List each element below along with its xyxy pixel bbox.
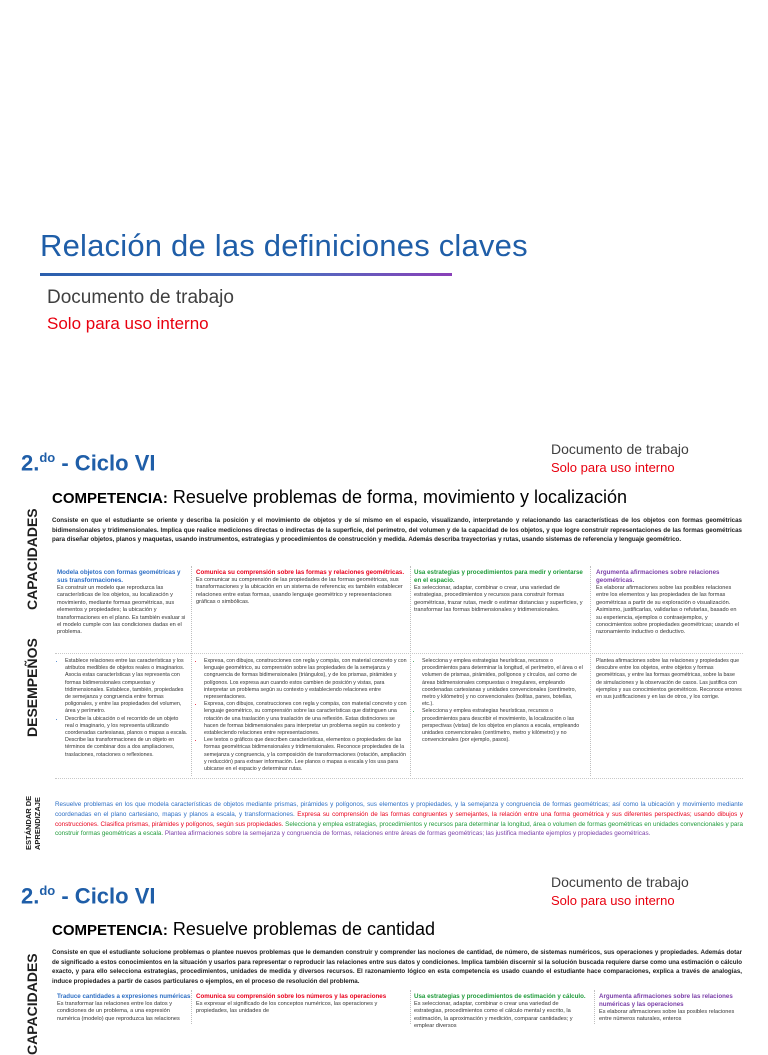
competencia-label: COMPETENCIA:	[52, 490, 168, 507]
title-underline	[40, 273, 452, 276]
cycle-heading-2	[21, 883, 156, 909]
capacidad-title: Modela objetos con formas geométricas y sus transformaciones.	[57, 569, 181, 584]
column-divider	[410, 990, 411, 1024]
desempeno-item	[65, 658, 188, 716]
desempeno-text: Selecciona y emplea estrategias heurísticas, recursos o procedimientos para determinar la longitud, el perímetro, el área o el volumen de prismas, pirámides, polígonos y círculos, así como de áreas bidimensionales compuestas o irregulares, empleando coordenadas cartesianas y unidades convencionales (centímetro, metro y kilómetro) y no convencionales (bolitas, panes, botellas, etc.).	[422, 658, 583, 708]
capacidad-usa-estrategias-2	[414, 993, 589, 1031]
estandar-part-usa: Selecciona y emplea estrategias, procedimientos y recursos para determinar la longitud, área o volumen de formas geométricas en unidades convencionales y para construir formas geométricas a escala.	[55, 820, 743, 838]
capacidad-text: Es expresar el significado de los conceptos numéricos, las operaciones y propiedades, las unidades de	[196, 1001, 378, 1015]
column-divider	[590, 566, 591, 776]
desempeno-text: Establece relaciones entre las características y los atributos medibles de objetos reales o imaginarios. Asocia estas características y las representa con formas bidimensionales compuestas y tridimensionales. Establece, también, propiedades de semejanza y congruencia entre formas poligonales, y entre las propiedades del volumen, área y perímetro.	[65, 658, 185, 715]
capacidad-title: Argumenta afirmaciones sobre las relaciones numéricas y las operaciones	[599, 993, 733, 1008]
internal-label-2: Solo para uso interno	[551, 893, 675, 908]
column-divider	[191, 566, 192, 776]
estandar-side-label	[24, 790, 42, 850]
competencia-text: Resuelve problemas de cantidad	[167, 919, 436, 939]
desempeno-text: Expresa, con dibujos, construcciones con regla y compás, con material concreto y con lenguaje geométrico, su comprensión sobre las propiedades de la semejanza y congruencia de formas bidimensionales (triángulos), y de los prismas, pirámides y polígonos. Los expresa aun cuando estos cambien de posición y vistas, para interpretar un problema según su contexto y estableciendo relaciones entre representaciones.	[204, 658, 407, 701]
estandar-label-2: APRENDIZAJE	[33, 797, 42, 850]
desempenos-modela	[57, 658, 188, 759]
desempeno-item	[204, 737, 407, 773]
capacidad-comunica	[196, 569, 406, 607]
capacidad-title: Usa estrategias y procedimientos para medir y orientarse en el espacio.	[414, 569, 583, 584]
capacidades-side-label-2: CAPACIDADES	[24, 953, 40, 1055]
cycle-label: - Ciclo VI	[55, 450, 156, 476]
estandar-label-1: ESTÁNDAR DE	[24, 795, 33, 850]
desempeno-item	[422, 708, 585, 744]
capacidad-argumenta	[596, 569, 741, 637]
competencia-description-2: Consiste en que el estudiante solucione problemas o plantee nuevos problemas que le demanden construir y comprender las nociones de cantidad, de número, de sistemas numéricos, sus operaciones y propiedades. Además dotar de significado a estos conocimientos en la situación y usarlos para representar o reproducir las relaciones entre sus datos y condiciones. Implica también discernir si la solución buscada requiere darse como una estimación o cálculo exacto, y para ello selecciona estrategias, procedimientos, unidades de medida y diversos recursos. El razonamiento lógico en esta competencia es usado cuando el estudiante hace comparaciones, explica a través de analogías, induce propiedades a partir de casos particulares o ejemplos, en el proceso de resolución del problema.	[52, 949, 742, 985]
competencia-text: Resuelve problemas de forma, movimiento y localización	[167, 487, 628, 507]
capacidad-text: Es seleccionar, adaptar, combinar o crear una variedad de estrategias, procedimientos como el cálculo mental y escrito, la estimación, la aproximación y medición, comparar cantidades; y emplear diversos	[414, 1001, 573, 1030]
capacidad-text: Es construir un modelo que reproduzca las características de los objetos, su localización y movimiento, mediante formas geométricas, sus elementos y propiedades; la ubicación y transformaciones en el plano. Es también evaluar si el modelo cumple con las condiciones dadas en el problema.	[57, 585, 186, 636]
capacidad-text: Es seleccionar, adaptar, combinar o crear, una variedad de estrategias, procedimientos y recursos para construir formas geométricas, trazar rutas, medir o estimar distancias y superficies, y transformar las formas bidimensionales y tridimensionales.	[414, 585, 583, 614]
desempeno-item	[422, 658, 585, 708]
desempenos-argumenta	[596, 658, 742, 701]
cycle-number: 2.	[21, 883, 40, 909]
column-divider	[410, 566, 411, 776]
estandar-part-modela: Resuelve problemas en los que modela características de objetos mediante prismas, pirámides y polígonos, sus elementos y propiedades, y la semejanza y congruencia de formas geométricas; así como la ubicación y movimiento mediante coordenadas en el plano cartesiano, mapas y planos a escala, y transformaciones.	[55, 801, 743, 818]
cycle-number: 2.	[21, 450, 40, 476]
desempenos-side-label: DESEMPEÑOS	[24, 638, 40, 737]
cycle-label: - Ciclo VI	[55, 883, 156, 909]
desempeno-text: Expresa, con dibujos, construcciones con regla y compás, con material concreto y con lenguaje geométrico, su comprensión sobre las características que distinguen una rotación de una traslación y una traslación de una reflexión. Estas distinciones se hacen de formas bidimensionales para interpretar un problema según su contexto y estableciendo relaciones entre representaciones.	[204, 701, 407, 737]
internal-use-label: Solo para uso interno	[47, 314, 209, 333]
capacidad-text: Es elaborar afirmaciones sobre las posibles relaciones entre números naturales, enteros	[599, 1009, 735, 1023]
desempenos-comunica	[196, 658, 407, 773]
capacidad-comunica-2	[196, 993, 396, 1016]
estandar-aprendizaje	[55, 800, 743, 839]
desempeno-item	[204, 701, 407, 737]
capacidad-text: Es elaborar afirmaciones sobre las posibles relaciones entre los elementos y las propiedades de las formas geométricas a partir de su exploración o visualización. Asimismo, justificarlas, validarlas o refutarlas, basado en su experiencia, ejemplos o contraejemplos, y conocimientos sobre propiedades geométricas; usando el razonamiento inductivo o deductivo.	[596, 585, 740, 636]
estandar-part-argumenta: Plantea afirmaciones sobre la semejanza y congruencia de formas, relaciones entre áreas de formas geométricas; las justifica mediante ejemplos y propiedades geométricas.	[164, 830, 651, 838]
desempeno-item	[65, 716, 188, 759]
cycle-ordinal: do	[39, 450, 56, 465]
competencia-title	[52, 487, 627, 508]
slide-title: Relación de las definiciones claves	[40, 228, 528, 263]
desempenos-usa-estrategias	[414, 658, 585, 744]
document-subtitle: Documento de trabajo	[47, 287, 234, 308]
competencia-label: COMPETENCIA:	[52, 922, 168, 939]
capacidad-usa-estrategias	[414, 569, 584, 615]
capacidades-side-label: CAPACIDADES	[24, 508, 40, 610]
capacidad-argumenta-2	[599, 993, 744, 1024]
estandar-part-comunica: Expresa su comprensión de las formas congruentes y semejantes, la relación entre una forma geométrica y sus diferentes perspectivas; usando dibujos y construcciones. Clasifica prismas, pirámides y polígonos, según sus propiedades.	[55, 810, 743, 828]
desempeno-item	[204, 658, 407, 701]
competencia-description: Consiste en que el estudiante se oriente y describa la posición y el movimiento de objetos y de sí mismo en el espacio, visualizando, interpretando y relacionando las características de los objetos con formas geométricas bidimensionales y tridimensionales. Implica que realice mediciones directas o indirectas de la superficie, del perímetro, del volumen y de la capacidad de los objetos, y que logre construir representaciones de las formas geométricas para diseñar objetos, planos y maquetas, usando instrumentos, estrategias y procedimientos de construcción y medida. Además describa trayectorias y rutas, usando sistemas de referencia y lenguaje geométrico.	[52, 517, 742, 543]
capacidad-title: Comunica su comprensión sobre las formas y relaciones geométricas.	[196, 569, 405, 576]
capacidad-title: Argumenta afirmaciones sobre relaciones geométricas.	[596, 569, 720, 584]
column-divider	[594, 990, 595, 1024]
capacidad-modela	[57, 569, 187, 637]
competencia-title-2	[52, 919, 435, 940]
capacidad-traduce	[57, 993, 192, 1023]
capacidad-text: Es transformar las relaciones entre los datos y condiciones de un problema, a una expresión numérica (modelo) que reproduzca las relaciones	[57, 1001, 180, 1022]
desempeno-text: Selecciona y emplea estrategias heurísticas, recursos o procedimientos para describir el movimiento, la localización o las perspectivas (vistas) de los objetos en planos a escala, empleando unidades convencionales (centímetro, metro y kilómetro) y no convencionales (por ejemplo, pasos).	[422, 708, 580, 744]
cycle-ordinal: do	[39, 883, 56, 898]
desempeno-text: Describe la ubicación o el recorrido de un objeto real o imaginario, y los representa utilizando coordenadas cartesianas, planos o mapas a escala. Describe las transformaciones de un objeto en términos de combinar dos a dos ampliaciones, traslaciones, rotaciones o reflexiones.	[65, 715, 188, 758]
column-divider	[191, 990, 192, 1024]
capacidad-title: Traduce cantidades a expresiones numéricas	[57, 993, 191, 1000]
doc-label: Documento de trabajo	[551, 441, 689, 457]
desempeno-text: Plantea afirmaciones sobre las relaciones y propiedades que descubre entre los objetos, entre objetos y formas geométricas, y entre las formas geométricas, sobre la base de simulaciones y la observación de casos. Las justifica con ejemplos y sus conocimientos geométricos. Reconoce errores en sus justificaciones y en las de otros, y los corrige.	[596, 658, 742, 701]
capacidad-title: Usa estrategias y procedimientos de estimación y cálculo.	[414, 993, 586, 1000]
doc-label-2: Documento de trabajo	[551, 874, 689, 890]
row-divider	[55, 778, 743, 779]
internal-label: Solo para uso interno	[551, 460, 675, 475]
capacidad-title: Comunica su comprensión sobre los números y las operaciones	[196, 993, 387, 1000]
desempeno-text: Lee textos o gráficos que describen características, elementos o propiedades de las formas geométricas bidimensionales y tridimensionales. Reconoce propiedades de la semejanza y congruencia, y la composición de transformaciones (rotación, ampliación y reducción) para extraer información. Lee planos o mapas a escala y los usa para ubicarse en el espacio y determinar rutas.	[204, 737, 406, 773]
capacidad-text: Es comunicar su comprensión de las propiedades de las formas geométricas, sus transformaciones y la ubicación en un sistema de referencia; es también establecer relaciones entre estas formas, usando lenguaje geométrico y representaciones gráficas o simbólicas.	[196, 577, 403, 606]
cycle-heading	[21, 450, 156, 476]
row-divider	[55, 653, 743, 654]
